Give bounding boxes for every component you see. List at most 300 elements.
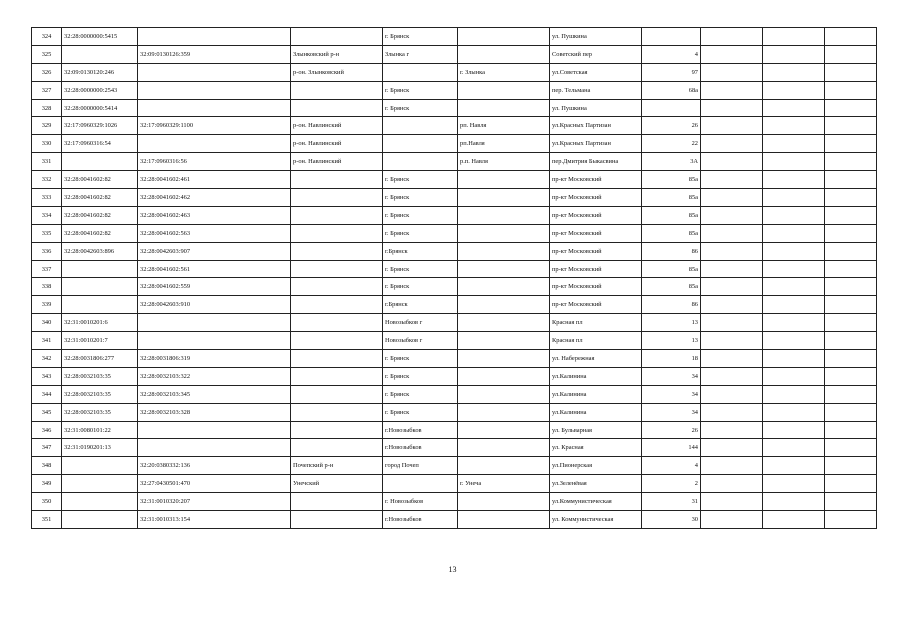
- cell-street: Красная пл: [550, 332, 642, 350]
- table-row: [32, 332, 877, 350]
- cell-empty: [763, 189, 825, 207]
- cell-cadastral-number: [62, 278, 138, 296]
- cell-empty: [763, 421, 825, 439]
- cell-object-cadastral-number: [138, 421, 291, 439]
- cell-city: г. Брянск: [383, 171, 458, 189]
- cell-object-cadastral-number: [138, 28, 291, 46]
- cell-settlement: [458, 45, 550, 63]
- cell-empty: [701, 99, 763, 117]
- cell-city: г. Брянск: [383, 28, 458, 46]
- table-row: [32, 28, 877, 46]
- cell-cadastral-number: [62, 296, 138, 314]
- cell-object-cadastral-number: 32:28:0032103:328: [138, 403, 291, 421]
- cell-row-number: 327: [32, 81, 62, 99]
- cell-city: г. Новозыбков: [383, 493, 458, 511]
- table-row: [32, 135, 877, 153]
- cell-cadastral-number: 32:28:0032103:35: [62, 367, 138, 385]
- cell-city: г. Брянск: [383, 367, 458, 385]
- cell-house: 85а: [642, 278, 701, 296]
- cell-city: [383, 153, 458, 171]
- cell-settlement: [458, 367, 550, 385]
- cell-row-number: 349: [32, 475, 62, 493]
- cell-house: 85а: [642, 171, 701, 189]
- cell-empty: [825, 99, 877, 117]
- cell-object-cadastral-number: 32:28:0042603:907: [138, 242, 291, 260]
- cell-empty: [825, 81, 877, 99]
- cell-district: [291, 171, 383, 189]
- cell-district: р-он. Злынковский: [291, 63, 383, 81]
- cell-row-number: 335: [32, 224, 62, 242]
- cell-settlement: [458, 81, 550, 99]
- cell-object-cadastral-number: 32:28:0032103:345: [138, 385, 291, 403]
- table-row: [32, 475, 877, 493]
- table-row: [32, 45, 877, 63]
- cell-settlement: [458, 99, 550, 117]
- cell-empty: [701, 385, 763, 403]
- cell-settlement: [458, 189, 550, 207]
- cell-settlement: [458, 511, 550, 529]
- cell-street: пр-кт Московский: [550, 278, 642, 296]
- cell-house: 34: [642, 385, 701, 403]
- cell-cadastral-number: 32:28:0000000:2543: [62, 81, 138, 99]
- cell-cadastral-number: 32:28:0041602:82: [62, 206, 138, 224]
- cell-empty: [825, 493, 877, 511]
- cell-house: 97: [642, 63, 701, 81]
- cell-empty: [825, 296, 877, 314]
- cell-house: 86: [642, 242, 701, 260]
- cell-empty: [825, 314, 877, 332]
- cell-empty: [825, 171, 877, 189]
- cell-empty: [701, 81, 763, 99]
- cell-settlement: [458, 457, 550, 475]
- cell-empty: [825, 242, 877, 260]
- cell-house: [642, 28, 701, 46]
- cell-district: Почепский р-н: [291, 457, 383, 475]
- cell-city: г. Брянск: [383, 385, 458, 403]
- cell-district: [291, 421, 383, 439]
- cell-street: ул.Пионерская: [550, 457, 642, 475]
- table-row: [32, 99, 877, 117]
- cell-cadastral-number: 32:31:0080101:22: [62, 421, 138, 439]
- cell-settlement: [458, 278, 550, 296]
- cell-street: пр-кт Московский: [550, 296, 642, 314]
- cell-district: Злынковский р-н: [291, 45, 383, 63]
- cell-cadastral-number: 32:28:0031806:277: [62, 350, 138, 368]
- cell-street: ул. Коммунистическая: [550, 511, 642, 529]
- cell-district: р-он. Навлинский: [291, 117, 383, 135]
- cell-district: [291, 367, 383, 385]
- cell-house: 85а: [642, 260, 701, 278]
- cell-settlement: г. Унеча: [458, 475, 550, 493]
- table-row: [32, 511, 877, 529]
- cell-row-number: 351: [32, 511, 62, 529]
- page-number: 13: [448, 565, 457, 574]
- cell-cadastral-number: 32:28:0032103:35: [62, 403, 138, 421]
- cell-settlement: рп.Навля: [458, 135, 550, 153]
- cell-object-cadastral-number: 32:17:0960316:56: [138, 153, 291, 171]
- cell-city: г. Брянск: [383, 350, 458, 368]
- cell-city: г. Брянск: [383, 99, 458, 117]
- cell-street: Советский пер: [550, 45, 642, 63]
- cell-empty: [701, 224, 763, 242]
- cell-cadastral-number: 32:28:0000000:5415: [62, 28, 138, 46]
- cell-empty: [701, 296, 763, 314]
- cell-street: ул.Коммунистическая: [550, 493, 642, 511]
- cell-empty: [701, 260, 763, 278]
- cell-empty: [701, 457, 763, 475]
- cell-row-number: 347: [32, 439, 62, 457]
- cell-row-number: 344: [32, 385, 62, 403]
- cell-street: ул. Красная: [550, 439, 642, 457]
- cell-settlement: [458, 28, 550, 46]
- cell-row-number: 345: [32, 403, 62, 421]
- cell-city: г. Брянск: [383, 206, 458, 224]
- cell-settlement: [458, 403, 550, 421]
- cell-empty: [763, 242, 825, 260]
- cell-row-number: 338: [32, 278, 62, 296]
- cell-empty: [825, 45, 877, 63]
- cell-city: [383, 135, 458, 153]
- cell-house: 144: [642, 439, 701, 457]
- cell-empty: [763, 153, 825, 171]
- table-row: [32, 224, 877, 242]
- cell-cadastral-number: 32:28:0042603:896: [62, 242, 138, 260]
- cell-cadastral-number: [62, 511, 138, 529]
- table-row: [32, 189, 877, 207]
- cell-street: ул.Калинина: [550, 403, 642, 421]
- cell-empty: [825, 135, 877, 153]
- cell-cadastral-number: 32:28:0041602:82: [62, 171, 138, 189]
- cell-settlement: г. Злынка: [458, 63, 550, 81]
- cell-city: Новозыбков г: [383, 314, 458, 332]
- table-row: [32, 421, 877, 439]
- cell-city: г.Брянск: [383, 242, 458, 260]
- cell-empty: [763, 206, 825, 224]
- cell-row-number: 334: [32, 206, 62, 224]
- cell-city: Злынка г: [383, 45, 458, 63]
- cell-empty: [701, 28, 763, 46]
- cell-empty: [701, 511, 763, 529]
- cell-cadastral-number: 32:28:0041602:82: [62, 189, 138, 207]
- cell-district: [291, 206, 383, 224]
- table-row: [32, 493, 877, 511]
- cell-city: г. Брянск: [383, 81, 458, 99]
- cell-cadastral-number: 32:28:0041602:82: [62, 224, 138, 242]
- cell-house: 34: [642, 367, 701, 385]
- cell-district: [291, 350, 383, 368]
- cell-empty: [701, 135, 763, 153]
- cell-settlement: [458, 171, 550, 189]
- cell-object-cadastral-number: 32:20:0380332:136: [138, 457, 291, 475]
- cell-cadastral-number: 32:28:0000000:5414: [62, 99, 138, 117]
- cell-empty: [763, 81, 825, 99]
- table-row: [32, 81, 877, 99]
- cell-empty: [763, 439, 825, 457]
- cell-empty: [825, 475, 877, 493]
- cell-empty: [701, 278, 763, 296]
- cell-empty: [763, 117, 825, 135]
- cell-city: Новозыбков г: [383, 332, 458, 350]
- table-row: [32, 206, 877, 224]
- cell-street: ул. Пушкина: [550, 28, 642, 46]
- cell-cadastral-number: [62, 153, 138, 171]
- cell-street: пр-кт Московский: [550, 242, 642, 260]
- cell-district: [291, 224, 383, 242]
- table-row: [32, 153, 877, 171]
- table-row: [32, 260, 877, 278]
- cell-house: 85а: [642, 224, 701, 242]
- registry-body: [32, 28, 877, 529]
- property-registry-table: [31, 27, 877, 529]
- cell-city: г.Брянск: [383, 296, 458, 314]
- cell-object-cadastral-number: 32:27:0430501:470: [138, 475, 291, 493]
- cell-object-cadastral-number: [138, 81, 291, 99]
- cell-object-cadastral-number: 32:31:0010320:207: [138, 493, 291, 511]
- cell-empty: [701, 403, 763, 421]
- cell-district: [291, 278, 383, 296]
- cell-city: г.Новозыбков: [383, 511, 458, 529]
- cell-empty: [701, 153, 763, 171]
- cell-empty: [763, 45, 825, 63]
- cell-street: ул. Набережная: [550, 350, 642, 368]
- cell-district: [291, 99, 383, 117]
- cell-cadastral-number: [62, 475, 138, 493]
- cell-object-cadastral-number: 32:28:0041602:462: [138, 189, 291, 207]
- cell-row-number: 330: [32, 135, 62, 153]
- cell-object-cadastral-number: 32:28:0041602:463: [138, 206, 291, 224]
- cell-object-cadastral-number: 32:28:0031806:319: [138, 350, 291, 368]
- cell-cadastral-number: 32:31:0190201:13: [62, 439, 138, 457]
- cell-empty: [701, 242, 763, 260]
- cell-district: [291, 403, 383, 421]
- cell-city: город Почеп: [383, 457, 458, 475]
- cell-district: Унечский: [291, 475, 383, 493]
- cell-settlement: [458, 350, 550, 368]
- cell-cadastral-number: 32:28:0032103:35: [62, 385, 138, 403]
- cell-cadastral-number: 32:31:0010201:7: [62, 332, 138, 350]
- cell-house: 13: [642, 332, 701, 350]
- cell-object-cadastral-number: 32:17:0960329:1100: [138, 117, 291, 135]
- cell-object-cadastral-number: [138, 135, 291, 153]
- cell-empty: [763, 63, 825, 81]
- cell-settlement: [458, 385, 550, 403]
- cell-empty: [825, 457, 877, 475]
- table-row: [32, 171, 877, 189]
- cell-empty: [701, 189, 763, 207]
- cell-cadastral-number: 32:17:0960316:54: [62, 135, 138, 153]
- cell-settlement: [458, 206, 550, 224]
- cell-city: г.Новозыбков: [383, 439, 458, 457]
- cell-district: [291, 81, 383, 99]
- cell-object-cadastral-number: [138, 63, 291, 81]
- cell-city: г.Новозыбков: [383, 421, 458, 439]
- cell-district: р-он. Навлинский: [291, 135, 383, 153]
- cell-city: г. Брянск: [383, 224, 458, 242]
- cell-empty: [701, 206, 763, 224]
- cell-settlement: р.п. Навля: [458, 153, 550, 171]
- cell-empty: [825, 206, 877, 224]
- cell-empty: [825, 189, 877, 207]
- cell-object-cadastral-number: 32:28:0041602:563: [138, 224, 291, 242]
- cell-district: [291, 189, 383, 207]
- cell-cadastral-number: [62, 457, 138, 475]
- cell-row-number: 325: [32, 45, 62, 63]
- cell-city: г. Брянск: [383, 278, 458, 296]
- cell-empty: [701, 314, 763, 332]
- cell-district: [291, 260, 383, 278]
- cell-house: 85а: [642, 189, 701, 207]
- cell-district: [291, 314, 383, 332]
- cell-row-number: 341: [32, 332, 62, 350]
- cell-empty: [701, 350, 763, 368]
- cell-empty: [701, 439, 763, 457]
- table-row: [32, 350, 877, 368]
- cell-street: ул. Бульварная: [550, 421, 642, 439]
- cell-row-number: 340: [32, 314, 62, 332]
- cell-empty: [701, 493, 763, 511]
- cell-empty: [825, 224, 877, 242]
- cell-empty: [763, 511, 825, 529]
- cell-house: 4: [642, 457, 701, 475]
- cell-row-number: 339: [32, 296, 62, 314]
- cell-object-cadastral-number: 32:28:0041602:461: [138, 171, 291, 189]
- cell-house: 85а: [642, 206, 701, 224]
- cell-empty: [763, 493, 825, 511]
- cell-empty: [763, 332, 825, 350]
- cell-row-number: 333: [32, 189, 62, 207]
- cell-house: 4: [642, 45, 701, 63]
- cell-empty: [763, 403, 825, 421]
- cell-object-cadastral-number: [138, 314, 291, 332]
- cell-settlement: [458, 439, 550, 457]
- cell-row-number: 346: [32, 421, 62, 439]
- cell-settlement: рп. Навля: [458, 117, 550, 135]
- cell-settlement: [458, 314, 550, 332]
- cell-empty: [763, 475, 825, 493]
- cell-house: 26: [642, 421, 701, 439]
- cell-object-cadastral-number: 32:28:0041602:559: [138, 278, 291, 296]
- cell-district: р-он. Навлинский: [291, 153, 383, 171]
- cell-district: [291, 511, 383, 529]
- cell-street: Красная пл: [550, 314, 642, 332]
- cell-row-number: 343: [32, 367, 62, 385]
- cell-street: пр-кт Московский: [550, 189, 642, 207]
- cell-district: [291, 296, 383, 314]
- cell-empty: [701, 367, 763, 385]
- cell-settlement: [458, 493, 550, 511]
- cell-row-number: 336: [32, 242, 62, 260]
- cell-empty: [825, 28, 877, 46]
- cell-empty: [763, 135, 825, 153]
- cell-cadastral-number: [62, 45, 138, 63]
- cell-empty: [763, 278, 825, 296]
- cell-cadastral-number: [62, 260, 138, 278]
- cell-district: [291, 439, 383, 457]
- cell-empty: [825, 153, 877, 171]
- cell-settlement: [458, 260, 550, 278]
- table-row: [32, 367, 877, 385]
- cell-empty: [701, 332, 763, 350]
- cell-row-number: 328: [32, 99, 62, 117]
- cell-row-number: 329: [32, 117, 62, 135]
- cell-street: ул.Красных Партизан: [550, 117, 642, 135]
- cell-empty: [825, 278, 877, 296]
- cell-house: 3А: [642, 153, 701, 171]
- cell-city: г. Брянск: [383, 189, 458, 207]
- cell-empty: [701, 45, 763, 63]
- cell-empty: [825, 403, 877, 421]
- cell-empty: [701, 117, 763, 135]
- table-row: [32, 385, 877, 403]
- cell-cadastral-number: 32:17:0960329:1026: [62, 117, 138, 135]
- cell-row-number: 326: [32, 63, 62, 81]
- cell-object-cadastral-number: 32:28:0042603:910: [138, 296, 291, 314]
- cell-house: 30: [642, 511, 701, 529]
- cell-settlement: [458, 242, 550, 260]
- cell-row-number: 350: [32, 493, 62, 511]
- cell-empty: [825, 439, 877, 457]
- cell-empty: [825, 260, 877, 278]
- cell-empty: [763, 385, 825, 403]
- cell-row-number: 324: [32, 28, 62, 46]
- cell-district: [291, 493, 383, 511]
- cell-object-cadastral-number: [138, 99, 291, 117]
- cell-row-number: 331: [32, 153, 62, 171]
- cell-city: [383, 475, 458, 493]
- cell-city: г. Брянск: [383, 403, 458, 421]
- cell-object-cadastral-number: [138, 332, 291, 350]
- cell-house: [642, 99, 701, 117]
- table-row: [32, 117, 877, 135]
- cell-district: [291, 242, 383, 260]
- table-row: [32, 63, 877, 81]
- cell-empty: [825, 511, 877, 529]
- cell-empty: [763, 457, 825, 475]
- cell-empty: [763, 314, 825, 332]
- cell-empty: [825, 421, 877, 439]
- table-row: [32, 457, 877, 475]
- cell-settlement: [458, 421, 550, 439]
- cell-district: [291, 332, 383, 350]
- cell-house: 31: [642, 493, 701, 511]
- cell-street: пер. Тельмана: [550, 81, 642, 99]
- table-row: [32, 439, 877, 457]
- cell-empty: [763, 296, 825, 314]
- cell-empty: [763, 99, 825, 117]
- cell-street: ул.Красных Партизан: [550, 135, 642, 153]
- cell-house: 86: [642, 296, 701, 314]
- cell-object-cadastral-number: 32:31:0010313:154: [138, 511, 291, 529]
- cell-row-number: 337: [32, 260, 62, 278]
- cell-empty: [763, 260, 825, 278]
- table-row: [32, 296, 877, 314]
- cell-city: [383, 63, 458, 81]
- cell-street: ул.Советская: [550, 63, 642, 81]
- cell-house: 2: [642, 475, 701, 493]
- cell-object-cadastral-number: 32:28:0032103:322: [138, 367, 291, 385]
- table-row: [32, 403, 877, 421]
- cell-city: [383, 117, 458, 135]
- cell-cadastral-number: 32:31:0010201:6: [62, 314, 138, 332]
- cell-cadastral-number: [62, 493, 138, 511]
- cell-street: пр-кт Московский: [550, 171, 642, 189]
- cell-street: ул. Пушкина: [550, 99, 642, 117]
- cell-settlement: [458, 296, 550, 314]
- cell-street: пр-кт Московский: [550, 224, 642, 242]
- table-row: [32, 242, 877, 260]
- cell-house: 26: [642, 117, 701, 135]
- cell-row-number: 348: [32, 457, 62, 475]
